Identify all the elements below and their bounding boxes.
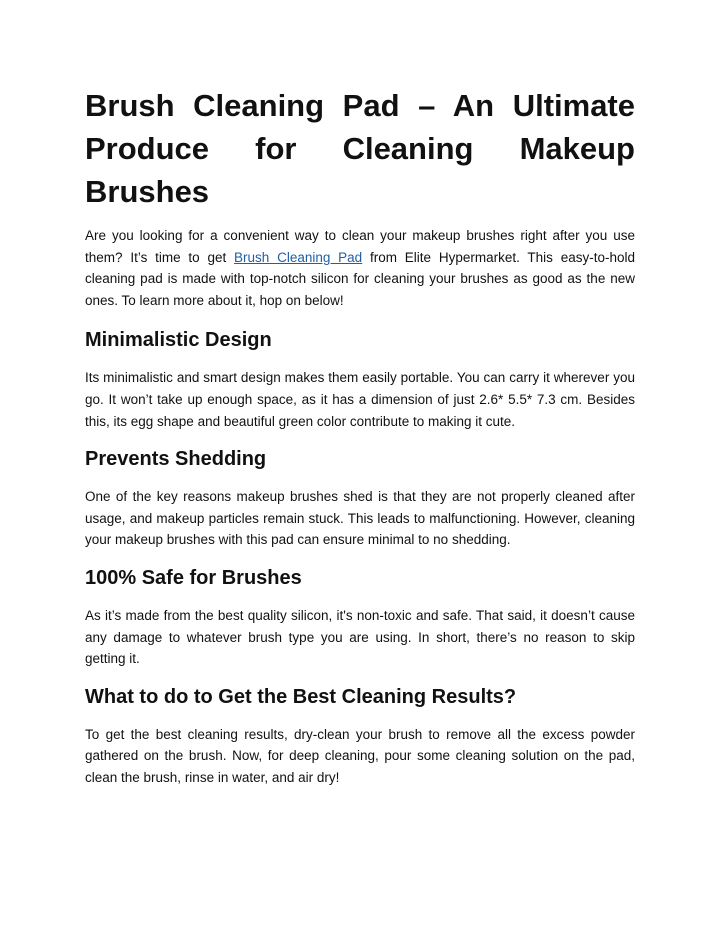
intro-text-before-link: Are you looking for a convenient way to clean your makeup brushes right after you use them? It’s time to get — [85, 228, 635, 265]
section-heading-prevents-shedding: Prevents Shedding — [85, 448, 267, 471]
section-body-safe-for-brushes: As it’s made from the best quality silicon, it's non-toxic and safe. That said, it doesn’t cause any damage to whatever brush type you are using. In short, there’s no reason to skip getting it. — [85, 607, 635, 667]
section-heading-minimalistic-design: Minimalistic Design — [85, 329, 272, 352]
section-heading-best-cleaning-results: What to do to Get the Best Cleaning Results? — [85, 685, 517, 708]
section-body-prevents-shedding: One of the key reasons makeup brushes shed is that they are not properly cleaned after usage, and makeup particles remain stuck. This leads to malfunctioning. However, cleaning your makeup brushes with this pad can ensure minimal to no shedding. — [85, 489, 635, 548]
intro-paragraph — [85, 225, 635, 311]
section-body-minimalistic-design: Its minimalistic and smart design makes them easily portable. You can carry it wherever you go. It won’t take up enough space, as it has a dimension of just 2.6* 5.5* 7.3 cm. Besides this, its egg shape and beautiful green color contribute to making it cute. — [85, 370, 635, 429]
section-heading-safe-for-brushes: 100% Safe for Brushes — [85, 566, 302, 589]
brush-cleaning-pad-link[interactable]: Brush Cleaning Pad — [234, 249, 363, 265]
intro-text-after-link: from Elite Hypermarket. This easy-to-hold cleaning pad is made with top-notch silicon for cleaning your brushes as good as the new ones. To learn more about it, hop on below! — [85, 249, 636, 308]
document-page — [85, 84, 635, 789]
section-body-best-cleaning-results: To get the best cleaning results, dry-clean your brush to remove all the excess powder gathered on the brush. Now, for deep cleaning, pour some cleaning solution on the pad, clean the brush, rinse in water, and air dry! — [85, 726, 635, 785]
page-title: Brush Cleaning Pad – An Ultimate Produce for Cleaning Makeup Brushes — [85, 88, 635, 209]
